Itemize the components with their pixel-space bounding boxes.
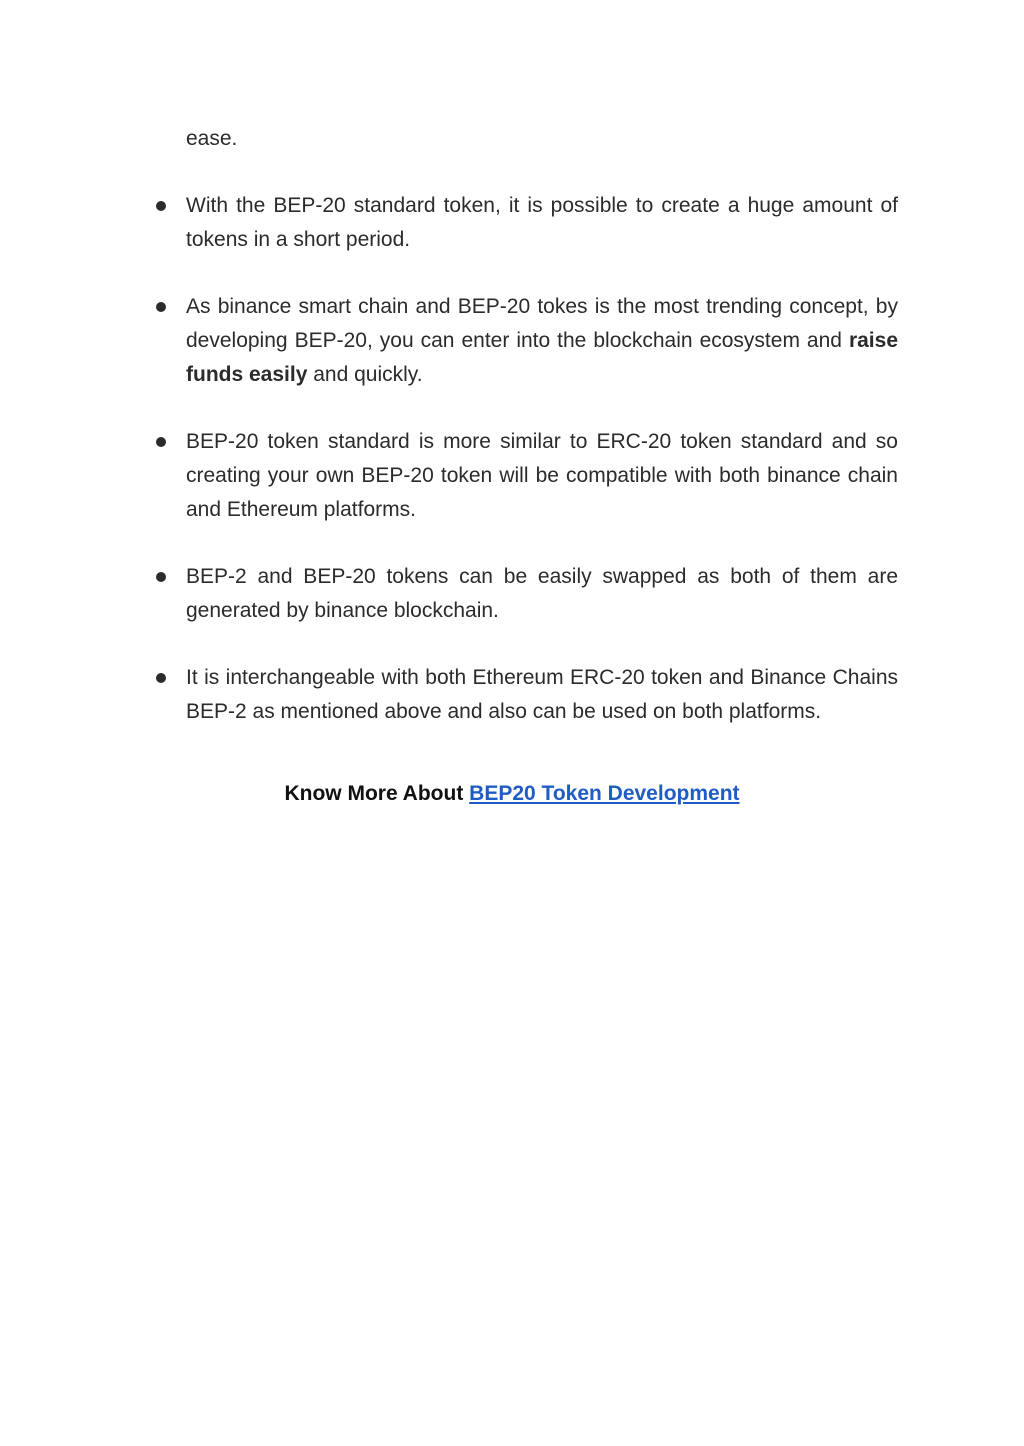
bullet-text-part: BEP-2 and BEP-20 tokens can be easily swapped as both of them are generated by binance blockchain. [186, 565, 898, 622]
bullet-icon [156, 437, 166, 447]
list-item [0, 425, 1024, 527]
bullet-icon [156, 673, 166, 683]
list-item [0, 661, 1024, 729]
list-item [0, 290, 1024, 392]
bullet-text [186, 290, 898, 392]
bullet-text [186, 560, 898, 628]
bullet-icon [156, 572, 166, 582]
bullet-icon [156, 302, 166, 312]
bullet-text-part: It is interchangeable with both Ethereum ERC-20 token and Binance Chains BEP-2 as mentioned above and also can be used on both platforms. [186, 666, 898, 723]
know-more-prefix: Know More About [284, 782, 470, 805]
bullet-text [186, 661, 898, 729]
bullet-text-part: BEP-20 token standard is more similar to ERC-20 token standard and so creating your own BEP-20 token will be compatible with both binance chain and Ethereum platforms. [186, 430, 898, 521]
bullet-text [186, 425, 898, 527]
bullet-text-part: and quickly. [307, 363, 423, 386]
bullet-text-part: As binance smart chain and BEP-20 tokes is the most trending concept, by developing BEP-20, you can enter into the blockchain ecosystem and [186, 295, 898, 352]
bullet-list [0, 189, 1024, 762]
bold-phrase: raise funds easily [186, 329, 898, 386]
bullet-text-part: With the BEP-20 standard token, it is possible to create a huge amount of tokens in a short period. [186, 194, 898, 251]
bullet-text [186, 189, 898, 257]
bullet-icon [156, 201, 166, 211]
know-more-line [0, 777, 1024, 811]
continuation-text: ease. [186, 127, 238, 150]
bep20-token-development-link[interactable]: BEP20 Token Development [469, 782, 740, 805]
list-item [0, 560, 1024, 628]
list-item [0, 189, 1024, 257]
